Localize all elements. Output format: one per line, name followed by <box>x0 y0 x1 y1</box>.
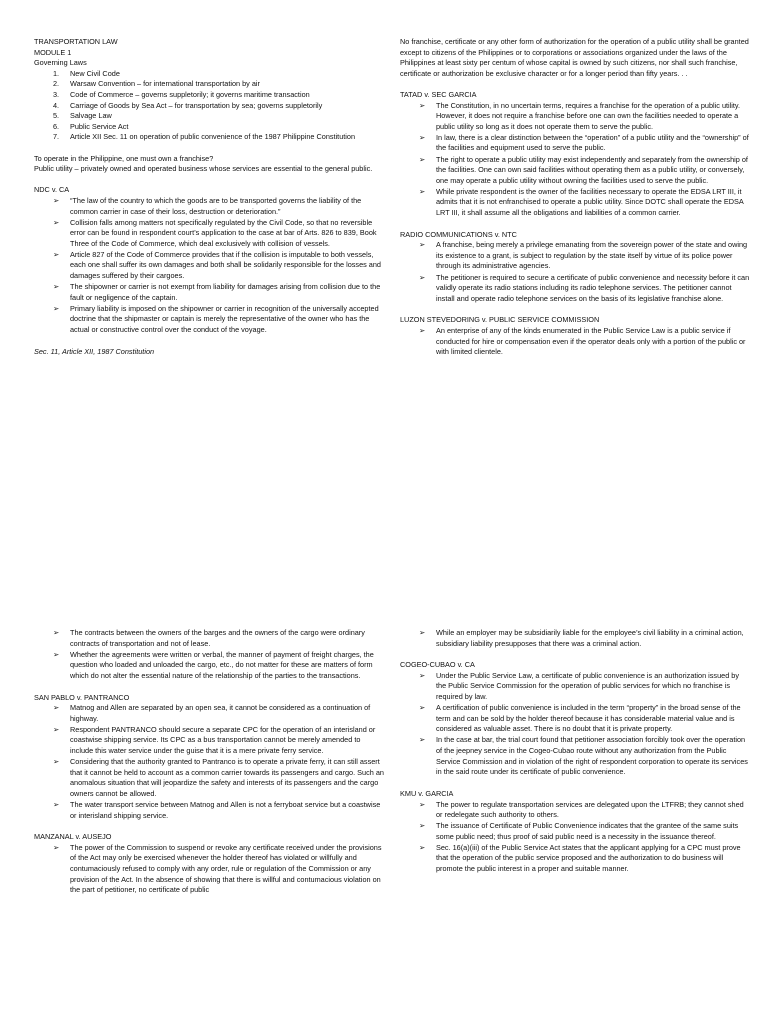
governing-laws-list <box>34 69 384 143</box>
arrow-bullet-icon: ➢ <box>419 821 426 831</box>
bullet-point <box>400 187 750 219</box>
bullet-text: Under the Public Service Law, a certificate of public convenience is an authorization issued by the Public Service Commission for the operation of public services for which no franchise is required by law. <box>436 670 739 702</box>
bullet-point <box>34 757 384 799</box>
list-number: 4. <box>53 100 60 110</box>
governing-law-text: Article XII Sec. 11 on operation of public convenience of the 1987 Philippine Constitution <box>70 132 356 142</box>
continued-points-right <box>400 628 750 649</box>
governing-law-item <box>34 111 384 122</box>
governing-law-text: Warsaw Convention – for international transportation by air <box>70 79 260 89</box>
manzanal-points <box>34 843 384 896</box>
kmu-points <box>400 800 750 875</box>
franchise-question: To operate in the Philippine, one must own a franchise? <box>34 153 214 163</box>
bullet-text: A franchise, being merely a privilege emanating from the sovereign power of the state and owing its existence to a grant, is subject to regulation by the state itself by virtue of its police power through its administrative agencies. <box>436 240 748 271</box>
bullet-point <box>400 735 750 777</box>
bullet-text: Primary liability is imposed on the shipowner or carrier in recognition of the universally accepted doctrine that the shipmaster or captain is merely the representative of the owner who has the actual or constructive control over the conduct of the voyage. <box>70 303 379 335</box>
arrow-bullet-icon: ➢ <box>53 649 60 659</box>
bullet-text: While private respondent is the owner of the facilities necessary to operate the EDSA LRT III, it admits that it is not enfranchised to operate a public utility. Since DOTC shall operate the EDSA LRT III, it shall assume all the obligations and liabilities of a common carrier. <box>436 186 744 217</box>
governing-law-item <box>34 132 384 143</box>
bullet-text: Respondent PANTRANCO should secure a separate CPC for the operation of an interisland or coastwise shipping service. Its CPC as a bus transportation cannot be merely amended to include this water service under the guise that it is a mere private ferry service. <box>70 724 376 756</box>
bullet-point <box>34 196 384 217</box>
case-title-manzanal: MANZANAL v. AUSEJO <box>34 832 112 842</box>
bullet-text: A certification of public convenience is included in the term “property” in the broad sense of the term and can be sold by the holder thereof because it has considerable material value and is considered as valuable asset. There is no doubt that it is private property. <box>436 703 741 734</box>
page2-left-column <box>34 628 384 896</box>
bullet-text: Considering that the authority granted to Pantranco is to operate a private ferry, it can still assert that it cannot be held to account as a common carrier towards its passengers and cargo. Such an anomalous situation that will jeopardize the safety and interests of its passengers and the cargo owners cannot be allowed. <box>70 757 384 798</box>
list-number: 7. <box>53 132 60 142</box>
case-title-radio: RADIO COMMUNICATIONS v. NTC <box>400 229 517 239</box>
arrow-bullet-icon: ➢ <box>419 154 426 164</box>
bullet-text: The Constitution, in no uncertain terms, requires a franchise for the operation of a public utility. However, it does not require a franchise before one can own the facilities needed to operate a public utility so long as it does not operate them to serve the public. <box>436 100 741 131</box>
arrow-bullet-icon: ➢ <box>53 842 60 852</box>
case-title-kmu: KMU v. GARCIA <box>400 788 454 798</box>
bullet-point <box>400 101 750 133</box>
tatad-points <box>400 101 750 219</box>
arrow-bullet-icon: ➢ <box>53 217 60 227</box>
list-number: 1. <box>53 68 60 78</box>
bullet-text: Collision falls among matters not specifically regulated by the Civil Code, so that no reversible error can be found in respondent court’s application to the case at bar of Arts. 826 to 839, Book Three of the Code of Commerce, which deal exclusively with collision of vessels. <box>70 217 377 248</box>
arrow-bullet-icon: ➢ <box>419 272 426 282</box>
arrow-bullet-icon: ➢ <box>419 703 426 713</box>
bullet-text: The water transport service between Matnog and Allen is not a ferryboat service but a coastwise or interisland shipping service. <box>70 800 381 820</box>
governing-law-item <box>34 79 384 90</box>
arrow-bullet-icon: ➢ <box>53 724 60 734</box>
governing-law-text: Salvage Law <box>70 111 112 121</box>
arrow-bullet-icon: ➢ <box>53 249 60 259</box>
bullet-point <box>34 800 384 821</box>
arrow-bullet-icon: ➢ <box>53 303 60 313</box>
bullet-point <box>400 821 750 842</box>
governing-law-text: Code of Commerce – governs suppletorily; it governs maritime transaction <box>70 89 310 99</box>
case-title-cogeo: COGEO-CUBAO v. CA <box>400 660 475 670</box>
page-gap <box>0 512 768 600</box>
bullet-point <box>34 218 384 250</box>
arrow-bullet-icon: ➢ <box>53 195 60 205</box>
bullet-text: The power of the Commission to suspend or revoke any certificate received under the provisions of the Act may only be exercised whenever the holder thereof has violated or willfully and contumaciously refused to comply with any order, rule or regulation of the Commission or any provision of the Act. In the absence of showing that there is willful and contumacious violation on the part of petitioner, no certificate of public <box>70 842 382 895</box>
bullet-point <box>34 703 384 724</box>
arrow-bullet-icon: ➢ <box>53 800 60 809</box>
list-number: 2. <box>53 79 60 89</box>
bullet-text: While an employer may be subsidiarily liable for the employee’s civil liability in a criminal action, subsidiary liability presupposes that there was a criminal action. <box>436 628 744 648</box>
case-title-tatad: TATAD v. SEC GARCIA <box>400 89 477 99</box>
bullet-point <box>400 843 750 875</box>
governing-law-item <box>34 101 384 112</box>
arrow-bullet-icon: ➢ <box>419 799 426 809</box>
list-number: 6. <box>53 121 60 131</box>
section-reference: Sec. 11, Article XII, 1987 Constitution <box>34 346 155 356</box>
bullet-point <box>400 273 750 305</box>
arrow-bullet-icon: ➢ <box>419 186 426 196</box>
san-pablo-points <box>34 703 384 821</box>
bullet-point <box>34 650 384 682</box>
case-title-ndc: NDC v. CA <box>34 185 70 195</box>
governing-law-item <box>34 90 384 101</box>
arrow-bullet-icon: ➢ <box>419 326 426 336</box>
bullet-point <box>400 326 750 358</box>
bullet-text: In the case at bar, the trial court found that petitioner association forcibly took over the operation of the jeepney service in the Cogeo-Cubao route without any authorization from the Public Service Commission and in violation of the right of respondent corporation to operate its services in the said route under its certificate of public convenience. <box>436 735 748 777</box>
bullet-text: The contracts between the owners of the barges and the owners of the cargo were ordinary contracts of transportation and not of lease. <box>70 628 365 648</box>
bullet-text: The right to operate a public utility may exist independently and separately from the ownership of the facilities. One can own said facilities without operating them as a public utility, or conversely, one may operate a public utility without owning the facilities used to serve the public. <box>436 154 748 185</box>
list-number: 5. <box>53 111 60 121</box>
bullet-point <box>34 725 384 757</box>
page1-right-column <box>400 37 750 358</box>
bullet-text: The issuance of Certificate of Public Convenience indicates that the grantee of the same suits some public need; thus proof of said public need is a necessity in the issuance thereof. <box>436 821 739 841</box>
arrow-bullet-icon: ➢ <box>419 100 426 110</box>
luzon-points <box>400 326 750 358</box>
list-number: 3. <box>53 89 60 99</box>
ndc-points <box>34 196 384 336</box>
bullet-point <box>34 843 384 896</box>
bullet-text: In law, there is a clear distinction between the “operation” of a public utility and the “ownership” of the facilities and equipment used to serve the public. <box>436 132 749 153</box>
bullet-point <box>34 304 384 336</box>
arrow-bullet-icon: ➢ <box>53 703 60 713</box>
bullet-point <box>400 628 750 649</box>
case-title-san-pablo: SAN PABLO v. PANTRANCO <box>34 692 130 702</box>
bullet-text: The shipowner or carrier is not exempt from liability for damages arising from collision due to the fault or negligence of the captain. <box>70 282 381 302</box>
arrow-bullet-icon: ➢ <box>53 282 60 292</box>
bullet-text: “The law of the country to which the goods are to be transported governs the liability of the common carrier in case of their loss, destruction or deterioration.” <box>70 195 362 216</box>
constitution-provision: No franchise, certificate or any other form of authorization for the operation of a public utility shall be granted except to citizens of the Philippines or to corporations or associations organized under the laws of the Philippines at least sixty per centum of whose capital is owned by such citizens, nor shall such franchise, certificate or authorization be exclusive character or for a longer period than fifty years. . . <box>400 37 749 78</box>
bullet-point <box>400 240 750 272</box>
page1-left-column <box>34 37 384 357</box>
arrow-bullet-icon: ➢ <box>419 240 426 250</box>
public-utility-definition: Public utility – privately owned and operated business whose services are essential to the general public. <box>34 164 373 174</box>
arrow-bullet-icon: ➢ <box>419 670 426 680</box>
bullet-point <box>34 628 384 649</box>
bullet-text: Matnog and Allen are separated by an open sea, it cannot be considered as a continuation of highway. <box>70 703 371 723</box>
course-title: TRANSPORTATION LAW <box>34 37 118 46</box>
governing-law-text: Public Service Act <box>70 121 129 131</box>
bullet-text: The petitioner is required to secure a certificate of public convenience and necessity before it can validly operate its radio stations including its radio telephone services. The petitioner cannot install and operate radio telephone services on the basis of its legislative franchise alone. <box>436 272 750 303</box>
bullet-text: An enterprise of any of the kinds enumerated in the Public Service Law is a public service if conducted for hire or compensation even if the operator deals only with a portion of the public or with limited clientele. <box>436 326 746 357</box>
arrow-bullet-icon: ➢ <box>419 628 426 637</box>
bullet-point <box>400 703 750 735</box>
governing-law-item <box>34 69 384 80</box>
arrow-bullet-icon: ➢ <box>419 735 426 745</box>
bullet-text: The power to regulate transportation services are delegated upon the LTFRB; they cannot shed or redelegate such authority to others. <box>436 799 744 820</box>
governing-law-text: New Civil Code <box>70 68 120 78</box>
bullet-point <box>400 671 750 703</box>
governing-laws-heading: Governing Laws <box>34 58 87 68</box>
arrow-bullet-icon: ➢ <box>53 628 60 637</box>
bullet-text: Sec. 16(a)(iii) of the Public Service Act states that the applicant applying for a CPC must prove that the operation of the public service proposed and the authorization to do business will promote the public interest in a proper and suitable manner. <box>436 842 741 874</box>
radio-points <box>400 240 750 304</box>
bullet-point <box>400 800 750 821</box>
page2-right-column <box>400 628 750 875</box>
cogeo-points <box>400 671 750 778</box>
bullet-point <box>34 250 384 282</box>
bullet-text: Whether the agreements were written or verbal, the manner of payment of freight charges, the question who loaded and unloaded the cargo, etc., do not matter for these are matters of form which do not alter the essential nature of the relationship of the parties to the transactions. <box>70 649 374 680</box>
arrow-bullet-icon: ➢ <box>419 842 426 852</box>
bullet-point <box>34 282 384 303</box>
governing-law-text: Carriage of Goods by Sea Act – for transportation by sea; governs suppletorily <box>70 100 323 110</box>
arrow-bullet-icon: ➢ <box>53 757 60 767</box>
module-title: MODULE 1 <box>34 47 72 57</box>
governing-law-item <box>34 122 384 133</box>
continued-points-left <box>34 628 384 681</box>
arrow-bullet-icon: ➢ <box>419 132 426 142</box>
case-title-luzon: LUZON STEVEDORING v. PUBLIC SERVICE COMMISSION <box>400 315 600 325</box>
bullet-text: Article 827 of the Code of Commerce provides that if the collision is imputable to both vessels, each one shall suffer its own damages and both shall be solidarily responsible for the losses and damages suffered by their cargoes. <box>70 249 381 281</box>
bullet-point <box>400 155 750 187</box>
bullet-point <box>400 133 750 154</box>
page-2 <box>0 600 768 1024</box>
